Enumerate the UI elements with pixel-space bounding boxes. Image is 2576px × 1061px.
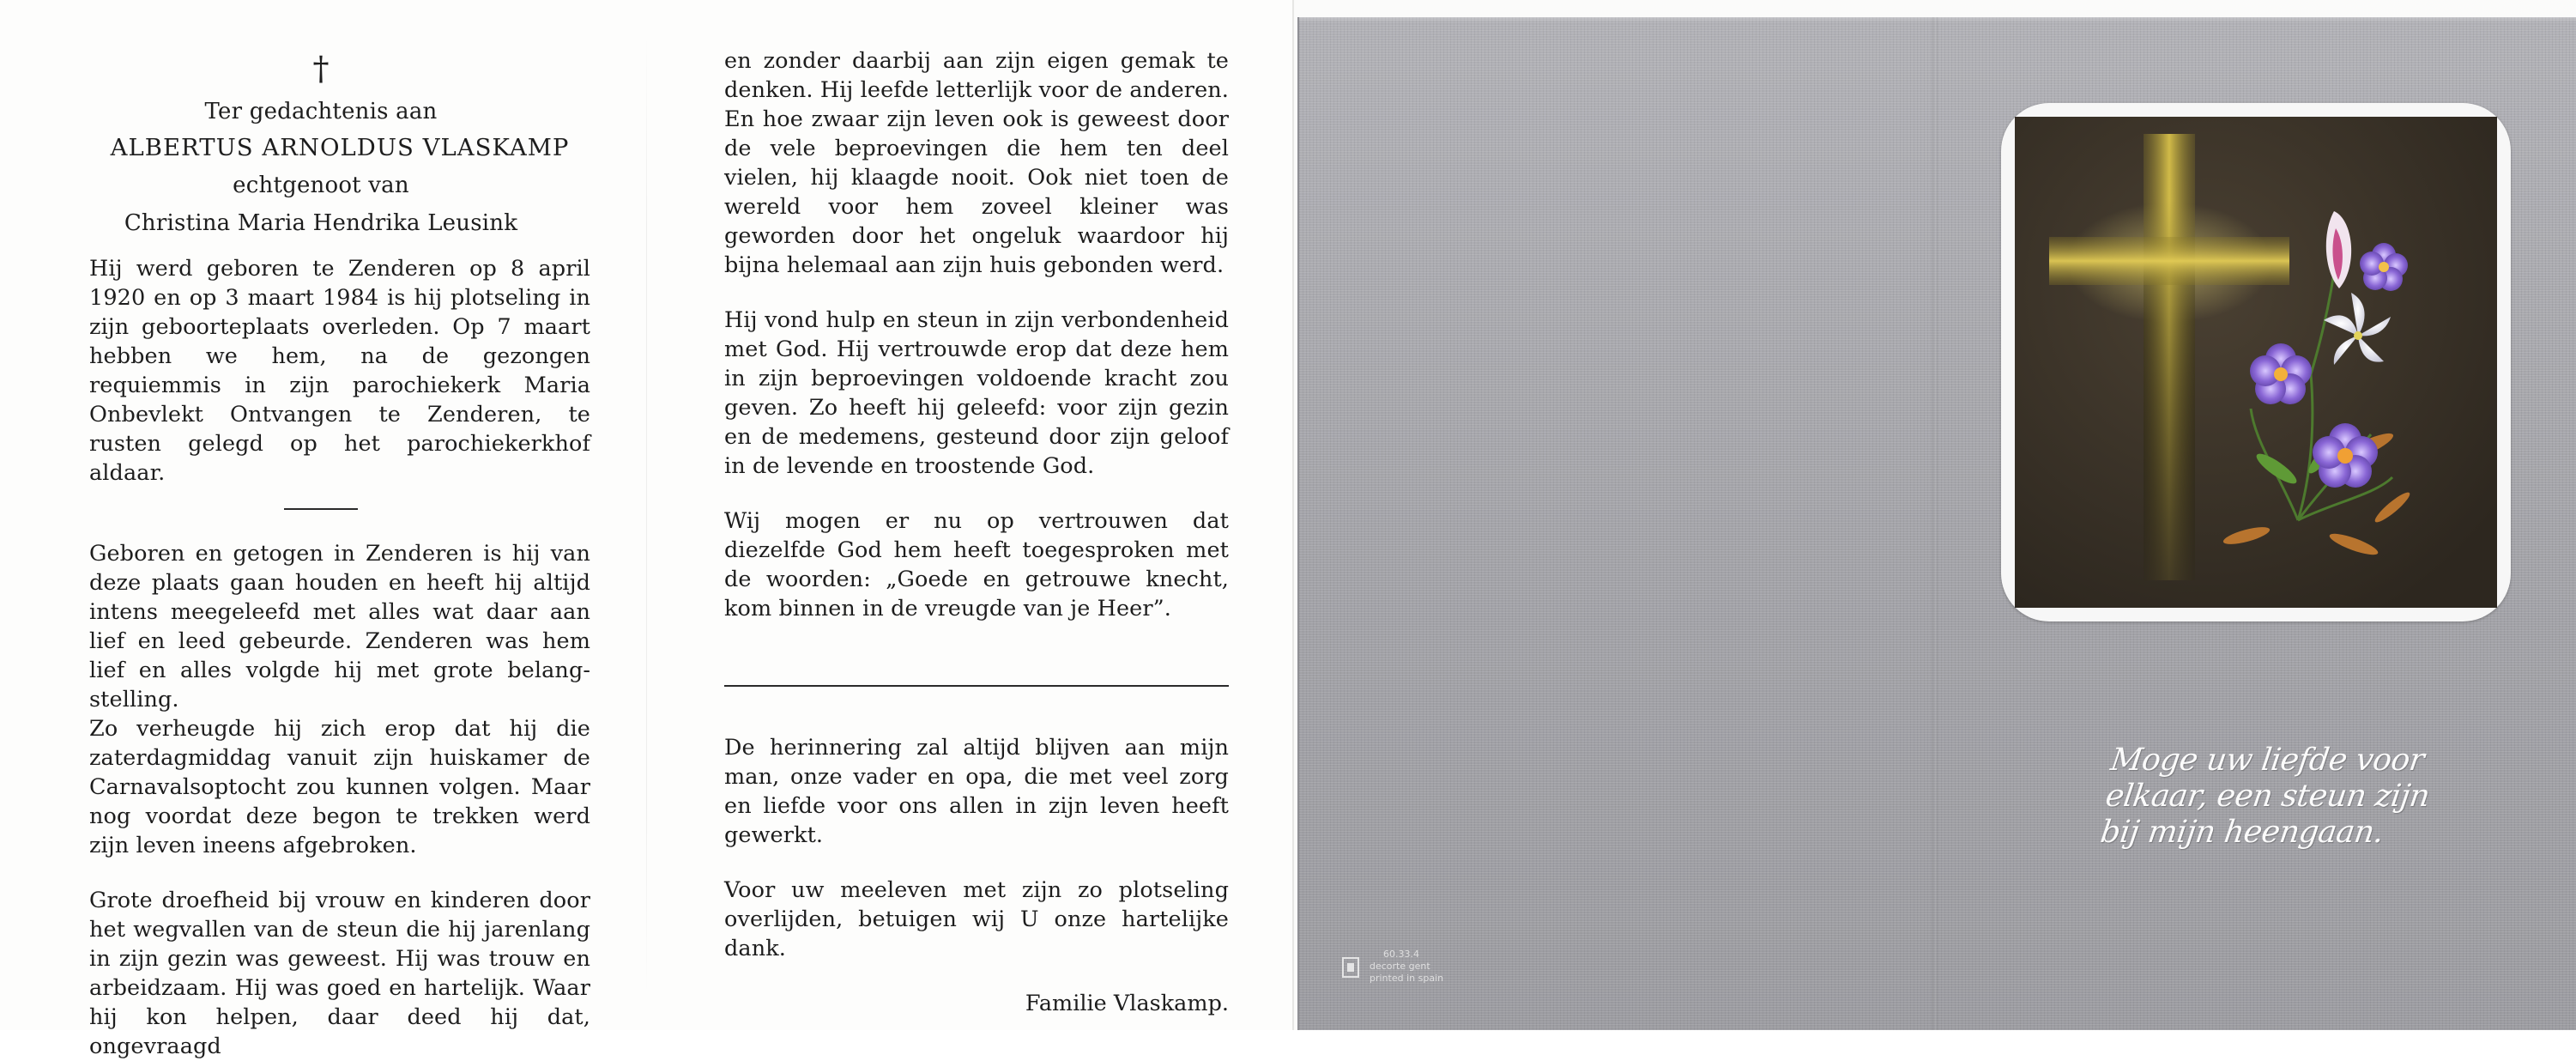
cover-edge-highlight [1299,17,2576,22]
deceased-name: ALBERTUS ARNOLDUS VLASKAMP [110,134,570,161]
verse-line: Moge uw liefde voor [2108,743,2427,778]
imprint-line: decorte gent [1370,961,1430,972]
cover-verse [2098,743,2491,851]
cross-flowers-illustration [2015,117,2497,608]
publisher-logo-icon [1342,957,1359,978]
family-signature: Familie Vlaskamp. [1025,991,1229,1016]
biography-paragraph: en zonder daarbij aan zijn eigen gemak te denken. Hij leefde letterlijk voor de anderen. En hoe zwaar zijn leven ook is geweest door de vele beproevingen die hem ten deel vielen, hij klaagde nooit. Ook niet toen de wereld voor hem zoveel kleiner was geworden door het ongeluk waardoor hij bijna helemaal aan zijn huis gebonden werd. [724,48,1229,278]
biography-paragraph: Wij mogen er nu op vertrouwen dat diezelfde God hem heeft toegesproken met de woorden: „Goede en getrouwe knecht, kom binnen in de vreugde van je Heer”. [724,508,1229,621]
section-divider [284,508,358,510]
cross-and-flowers-picture [2015,117,2497,608]
spouse-intro: echtgenoot van [233,173,409,198]
imprint-text [1370,961,1443,985]
imprint-line: printed in spain [1370,973,1444,984]
section-divider [724,685,1229,687]
printer-imprint [1342,949,1443,985]
biography-paragraph: Grote droefheid bij vrouw en kinderen door het wegvallen van de steun die hij jarenlang in zijn gezin was geweest. Hij was trouw en arbeidzaam. Hij was goed en hartelijk. Waar hij kon helpen, daar deed hij dat, ongevraagd [89,888,590,1059]
inside-right-page [647,0,1294,1030]
memorial-intro: Ter gedachtenis aan [204,99,438,124]
thanks-paragraph: De herinnering zal altijd blijven aan mijn man, onze vader en opa, die met veel zorg en liefde voor ons allen in zijn leven heeft gewerkt. [724,735,1229,848]
imprint-code: 60.33.4 [1383,949,1419,960]
thanks-paragraph: Voor uw meeleven met zijn zo plotseling overlijden, betuigen wij U onze hartelijke dank. [724,877,1229,961]
biography-paragraph: Hij werd geboren te Zenderen op 8 april 1920 en op 3 maart 1984 is hij plotseling in zijn geboorteplaats overleden. Op 7 maart hebben we hem, na de gezongen requiemmis in zijn parochiekerk Maria Onbevlekt Ontvangen te Zenderen, te rusten gelegd op het parochiekerkhof aldaar. [89,256,590,486]
spouse-name: Christina Maria Hendrika Leusink [124,210,518,236]
verse-line: elkaar, een steun zijn [2103,779,2432,814]
inside-left-page [0,0,647,1059]
biography-paragraph: Zo verheugde hij zich erop dat hij die zaterdagmiddag vanuit zijn huiskamer de Carnavalsoptocht zou kunnen volgen. Maar nog voordat deze begon te trekken werd zijn leven ineens afgebroken. [89,716,590,858]
card-cover-spread [1297,17,2576,1030]
picture-frame [2001,103,2511,621]
biography-paragraph: Hij vond hulp en steun in zijn verbondenheid met God. Hij vertrouwde erop dat deze hem in zijn beproevingen voldoende kracht zou geven. Zo heeft hij geleefd: voor zijn gezin en de medemens, gesteund door zijn geloof in de levende en troostende God. [724,307,1229,479]
biography-paragraph: Geboren en getogen in Zenderen is hij van deze plaats gaan houden en heeft hij altijd intens meegeleefd met alles wat daar aan lief en leed gebeurde. Zenderen was hem lief en alles volgde hij met grote belangstelling. [89,541,590,712]
cross-icon: † [312,50,330,88]
cover-fold-line [1932,17,1938,1030]
verse-line: bij mijn heengaan. [2098,815,2386,850]
